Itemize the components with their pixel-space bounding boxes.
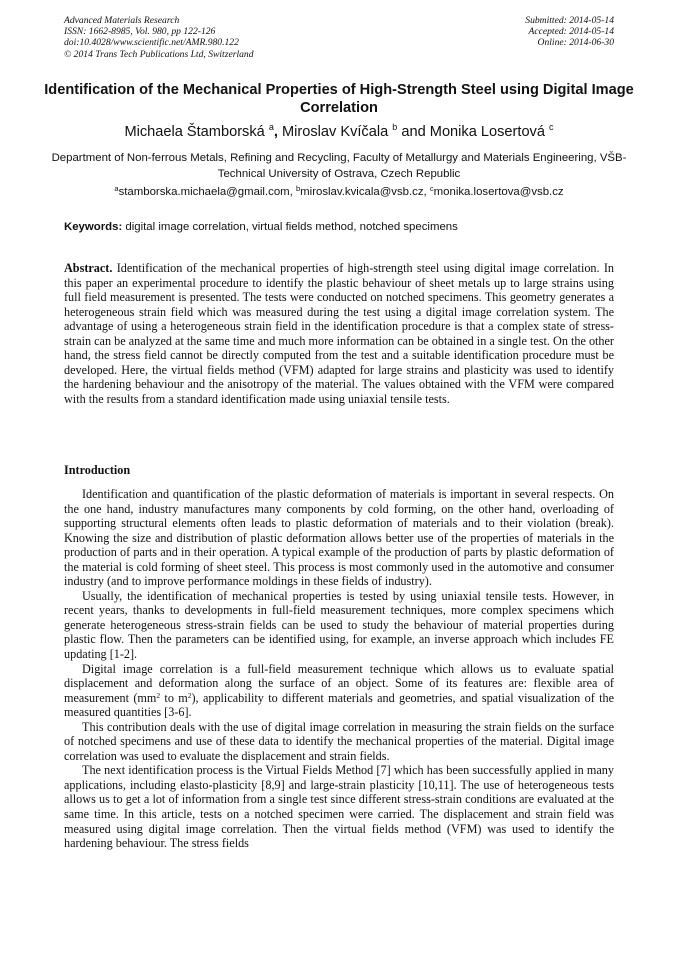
intro-p3-text-c: ), applicability to different materials and geometries, and spatial visualization of the measured quantities [3-6]. xyxy=(64,690,615,720)
author-list xyxy=(40,123,638,141)
intro-paragraph-2: Usually, the identification of mechanical properties is tested by using uniaxial tensile tests. However, in recent years, thanks to developments in full-field measurement techniques, more complex specimens which generate heterogeneous stress-strain fields can be used to study the behaviour of material properties during plastic flow. Then the parameters can be identified using, for example, an inverse approach which includes FE updating [1-2]. xyxy=(64,588,614,662)
paper-title: Identification of the Mechanical Properties of High-Strength Steel using Digital Image Correlation xyxy=(44,82,634,116)
author-separator: , xyxy=(273,124,278,140)
intro-p3-text-a: Digital image correlation is a full-field measurement technique which allows us to evaluate spatial displacement and deformation along the surface of an object. Some of its features are: flexible area of measurement (mm xyxy=(64,661,614,705)
keywords xyxy=(64,220,614,235)
keywords-label: Keywords: xyxy=(64,221,123,233)
author-3-mark: c xyxy=(549,122,554,132)
author-1-mark: a xyxy=(268,122,274,132)
intro-paragraph-1: Identification and quantification of the plastic deformation of materials is important in several respects. On the one hand, industry manufactures many components by cold forming, on the other hand, overloading of supporting structural elements often leads to plastic deformation of materials and to their violation (break). Knowing the size and distribution of plastic deformation allows better use of the properties of materials in the production of parts and in their operation. A typical example of the production of parts by plastic deformation of the material is cold forming of sheet steel. This process is most commonly used in the automotive and consumer industry (and to improve performance moldings in these fields of industry). xyxy=(64,487,614,589)
intro-p3-text-b: to m xyxy=(160,690,188,705)
author-2: Miroslav Kvíčala xyxy=(281,124,389,140)
intro-paragraph-3 xyxy=(64,662,614,720)
accepted-date: Accepted: 2014-05-14 xyxy=(528,26,614,38)
keywords-text: digital image correlation, virtual fields method, notched specimens xyxy=(125,221,458,233)
email-1[interactable]: stamborska.michaela@gmail.com, xyxy=(118,186,293,198)
abstract-text: Identification of the mechanical properties of high-strength steel using digital image correlation. In this paper an experimental procedure to identify the plastic behaviour of sheet metals up to large strains using full field measurement is presented. The tests were conducted on notched specimens. This geometry generates a heterogeneous strain field which was measured during the test using a digital image correlation system. The advantage of using a heterogeneous strain field in the identification procedure is that a complex state of stress-strain can be analyzed at the same time and much more information can be obtained in a single test. On the other hand, the stress field cannot be directly computed from the test and a suitable identification procedure must be developed. Here, the virtual fields method (VFM) adapted for large strains and plasticity was used to identify the hardening behaviour and the anisotropy of the material. The values obtained with the VFM were compared with the results from a standard identification made using uniaxial tensile tests. xyxy=(64,261,615,406)
intro-paragraph-5: The next identification process is the Virtual Fields Method [7] which has been successfully applied in many applications, including elasto-plasticity [8,9] and large-strain plasticity [10,11]. The use of heterogeneous tests allows us to get a lot of information from a single test since different stress-strain conditions are evaluated at the same time. In this article, tests on a notched specimen were carried. The displacement and strain field was measured using digital image correlation. Then the virtual fields method (VFM) was used to identify the hardening behaviour. The stress fields xyxy=(64,763,614,851)
abstract xyxy=(64,261,614,406)
author-and: and xyxy=(401,124,426,140)
journal-name: Advanced Materials Research xyxy=(64,15,180,26)
journal-header xyxy=(64,15,254,60)
online-date: Online: 2014-06-30 xyxy=(537,37,614,49)
email-3-mark: c xyxy=(429,184,434,193)
email-1-mark: a xyxy=(114,184,119,193)
author-1: Michaela Štamborská xyxy=(124,124,265,140)
journal-copyright: © 2014 Trans Tech Publications Ltd, Switzerland xyxy=(64,48,254,60)
intro-p3-superscript-1: 2 xyxy=(156,690,161,700)
intro-paragraph-4: This contribution deals with the use of digital image correlation in measuring the strain fields on the surface of notched specimens and use of these data to identify the mechanical properties of the material. Digital image correlation was used to evaluate the displacement and strain fields. xyxy=(64,719,614,763)
submitted-date: Submitted: 2014-05-14 xyxy=(525,15,614,26)
intro-p3-superscript-2: 2 xyxy=(187,690,192,700)
dates-header xyxy=(525,15,614,49)
affiliation: Department of Non-ferrous Metals, Refining and Recycling, Faculty of Metallurgy and Materials Engineering, VŠB-Technical University of Ostrava, Czech Republic xyxy=(51,152,627,180)
author-3: Monika Losertová xyxy=(429,124,545,140)
introduction-body xyxy=(64,487,614,851)
email-2[interactable]: miroslav.kvicala@vsb.cz, xyxy=(300,186,427,198)
author-2-mark: b xyxy=(392,122,398,132)
author-emails xyxy=(40,185,638,200)
email-2-mark: b xyxy=(296,184,301,193)
email-3[interactable]: monika.losertova@vsb.cz xyxy=(433,186,564,198)
journal-issn: ISSN: 1662-8985, Vol. 980, pp 122-126 xyxy=(64,26,216,38)
journal-doi: doi:10.4028/www.scientific.net/AMR.980.122 xyxy=(64,37,239,49)
introduction-heading: Introduction xyxy=(64,463,131,477)
abstract-label: Abstract. xyxy=(64,261,113,275)
